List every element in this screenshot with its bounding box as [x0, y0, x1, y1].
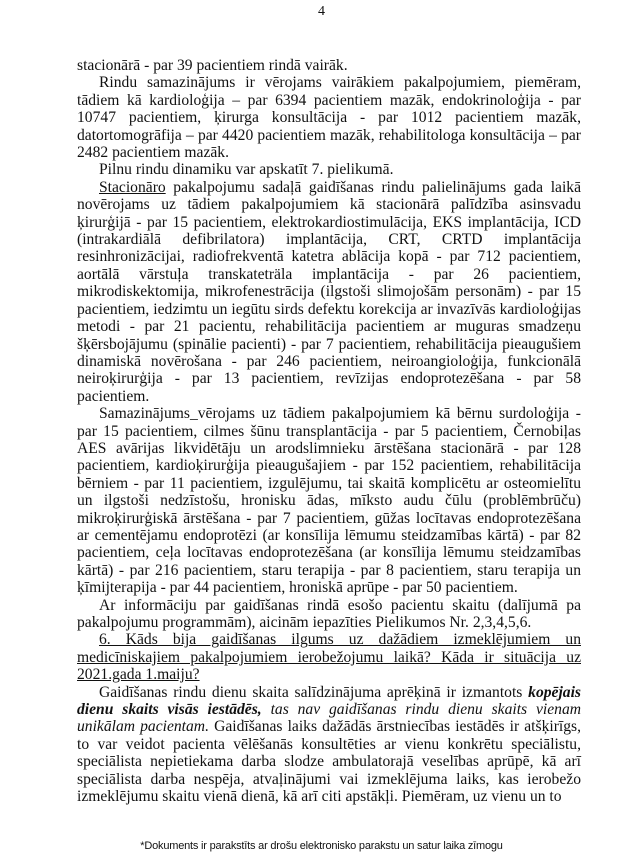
paragraph-continuation: stacionārā - par 39 pacientiem rindā vairāk.	[77, 57, 348, 74]
waiting-days-rest: Gaidīšanas laiks dažādās ārstniecības iestādēs ir atšķirīgs, to var veidot pacienta vēlēšanās konsultēties ar vienu konkrētu speciālistu, speciālista nepietiekama darba slodze ambulatorajā veselības aprūpē, kā arī speciālista darba nespēja, atvaļinājumi vai izmeklējuma laiks, kas ierobežo izmeklējumu skaitu vienā dienā, kā arī citi apstākļi. Piemēram, uz vienu un to	[77, 718, 581, 806]
waiting-days-intro: Gaidīšanas rindu dienu skaita salīdzinājuma aprēķinā ir izmantots	[99, 683, 529, 701]
waiting-days-emphasis: kopējais dienu skaits visās iestādēs,	[77, 683, 581, 719]
document-body	[77, 57, 581, 805]
paragraph-waiting-days	[77, 684, 581, 806]
page-number: 4	[318, 4, 325, 19]
question-6: 6. Kāds bija gaidīšanas ilgums uz dažādiem izmeklējumiem un medicīniskajiem pakalpojumiem ierobežojumu laikā? Kāda ir situācija uz 2021.gada 1.maiju?	[77, 631, 581, 684]
inpatient-text: pakalpojumu sadaļā gaidīšanas rindu palielinājums gada laikā novērojams uz tādiem pakalpojumiem kā stacionārā palīdzība asinsvadu ķirurģijā - par 15 pacientiem, elektrokardiostimulācija, EKS implantācija, ICD (intrakardiālā defibrilatora) implantācija, CRT, CRTD implantācija resinhronizācijai, radiofrekventā katetra ablācija kopā - par 712 pacientiem, aortālā vārstuļa transkateträla implantācija - par 26 pacientiem, mikrodiskektomija, mikrofenestrācija (ilgstoši slimojošām personām) - par 15 pacientiem, iedzimtu un iegūtu sirds defektu korekcija ar invazīvās kardioloģijas metodi - par 21 pacientu, rehabilitācija pacientiem ar muguras smadzeņu šķērsbojājumu (spinālie pacienti) - par 7 pacientiem, rehabilitācija pieaugušiem dinamiskā novērošana - par 246 pacientiem, neiroangioloģija, funkcionālā neiroķirurģija - par 13 pacientiem, revīzijas endoprotezēšana - par 58 pacientiem.	[77, 178, 581, 405]
paragraph-inpatient-increase	[77, 179, 581, 405]
paragraph-queue-decrease: Rindu samazinājums ir vērojams vairākiem pakalpojumiem, piemēram, tādiem kā kardioloģija – par 6394 pacientiem mazāk, endokrinoloģija - par 10747 pacientiem, ķirurga konsultācija - par 1012 pacientiem mazāk, datortomogrāfija – par 4420 pacientiem mazāk, rehabilitologa konsultācija – par 2482 pacientiem mazāk.	[77, 74, 581, 162]
paragraph-annexes: Ar informāciju par gaidīšanas rindā esošo pacientu skaitu (dalījumā pa pakalpojumu programmām), aicinām iepazīties Pielikumos Nr. 2,3,4,5,6.	[77, 596, 581, 631]
waiting-days-italic: tas nav gaidīšanas rindu dienu skaits vienam unikālam pacientam.	[77, 701, 582, 736]
paragraph-annex-reference: Pilnu rindu dinamiku var apskatīt 7. pielikumā.	[99, 161, 394, 179]
paragraph-inpatient-decrease: Samazinājums_vērojams uz tādiem pakalpojumiem kā bērnu surdoloģija - par 15 pacientiem, cilmes šūnu transplantācija - par 5 pacientiem, Černobiļas AES avārijas likvidētāju un arodslimnieku ārstēšana stacionārā - par 128 pacientiem, kardioķirurģija pieaugušajiem - par 152 pacientiem, rehabilitācija bērniem - par 11 pacientiem, izgulējumu, tai skaitā komplicētu ar osteomielītu un ilgstoši nedzīstošu, hronisku ādas, mīksto audu čūlu (problēmbrūču) mikroķirurģiskā ārstēšana - par 7 pacientiem, gūžas locītavas endoprotezēšana ar cementējamu endoprotēzi (ar konsīlija lēmumu steidzamības kārtā) - par 82 pacientiem, ceļa locītavas endoprotezēšana (ar konsīlija lēmumu steidzamības kārtā) - par 216 pacientiem, staru terapija - par 8 pacientiem, staru terapija un ķīmijterapija - par 44 pacientiem, hroniskā aprūpe - par 50 pacientiem.	[77, 405, 581, 597]
signature-footnote: *Dokuments ir parakstīts ar drošu elektronisko parakstu un satur laika zīmogu	[140, 840, 503, 852]
inpatient-heading-word: Stacionāro	[99, 178, 166, 196]
